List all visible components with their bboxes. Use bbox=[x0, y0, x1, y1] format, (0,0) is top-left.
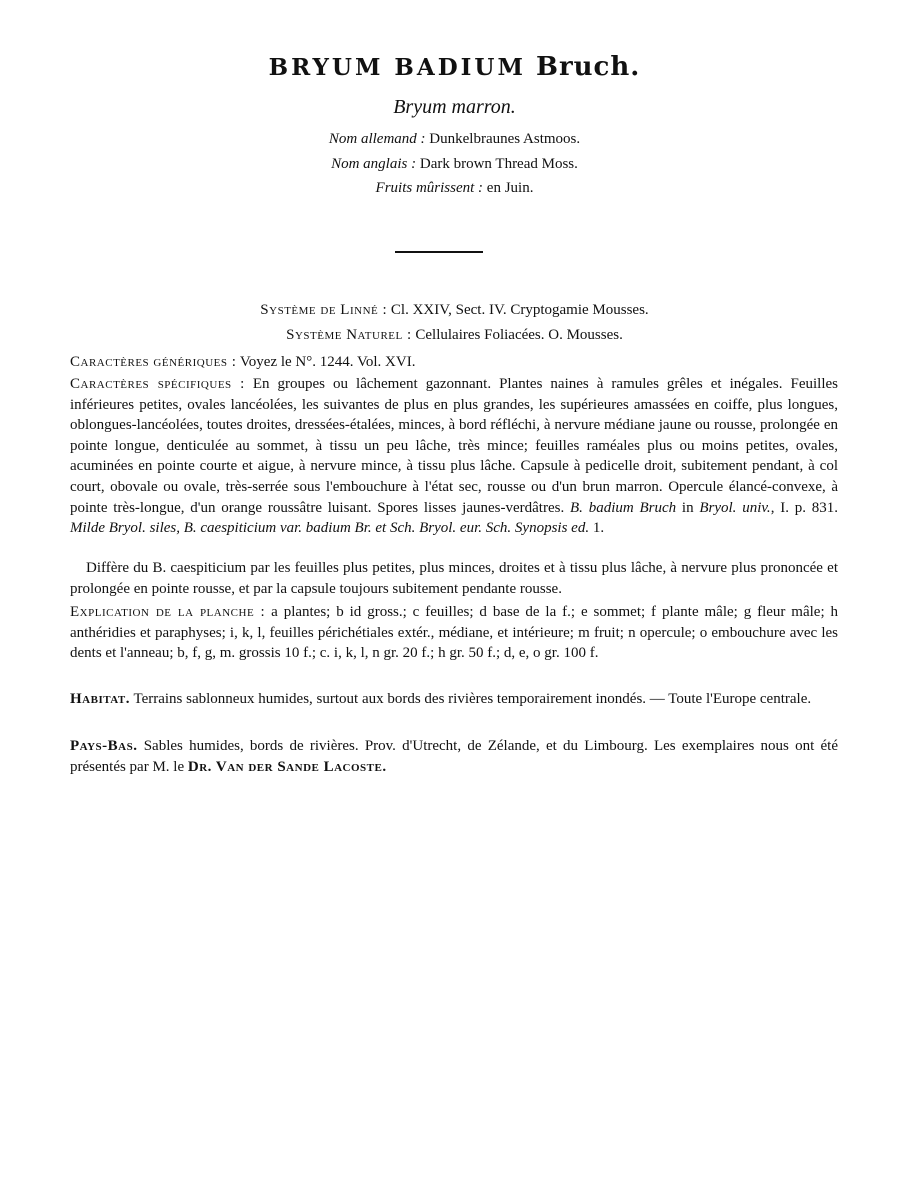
reference-1: B. badium Bruch bbox=[570, 499, 677, 516]
german-name-line bbox=[0, 131, 909, 148]
fruiting-period: en Juin. bbox=[486, 180, 534, 196]
plate-explanation-text: a plantes; b id gross.; c feuilles; d base de la f.; e sommet; f plante mâle; g fleur mâle; h anthéridies et paraphyses; i, k, l, feuilles périchétiales extér., médiane, et intérieure; m fruit; n opercule; o embouchure avec les dents et l'anneau; b, f, g, m. grossis 10 f.; c. i, k, l, n gr. 20 f.; h gr. 50 f.; d, e, o gr. 100 f. bbox=[70, 604, 839, 662]
reference-2-page: , I. p. 831. bbox=[770, 499, 839, 516]
generic-characters bbox=[70, 352, 838, 373]
specific-characters-text: En groupes ou lâchement gazonnant. Plantes naines à ramules grêles et inégales. Feuilles inférieures petites, ovales lancéolées, les suivantes de plus en plus grandes, les supérieures amassées en coiffe, plus longues, oblongues-lancéolées, toutes droites, dressées-étalées, minces, à bord réfléchi, à nervure médiane jaune ou rousse, prolongée en pointe longue, denticulée au sommet, à tissu un peu lâche, très mince; feuilles raméales plus ou moins petites, ovales, acuminées en pointe courte et aigue, à nervure mince, à tissu plus lâche. Capsule à pedicelle droit, subitement pendant, à col court, obovale ou ovale, très-serrée sous l'embouchure à l'état sec, rousse ou d'un brun marron. Opercule élancé-convexe, à pointe très-longue, d'un orange roussâtre luisant. Spores lisses jaunes-verdâtres. bbox=[70, 376, 838, 516]
english-name-line bbox=[0, 156, 909, 173]
specific-characters bbox=[70, 374, 838, 539]
presenter-name: Dr. Van der Sande Lacoste. bbox=[187, 758, 387, 775]
reference-3: Milde Bryol. siles, B. caespiticium var. badium Br. et Sch. Bryol. eur. Sch. Synopsis ed. bbox=[70, 520, 590, 537]
german-name-label: Nom allemand : bbox=[328, 131, 426, 147]
plate-explanation bbox=[70, 602, 838, 664]
specific-characters-label: Caractères spécifiques : bbox=[70, 376, 245, 392]
linnean-system-line bbox=[0, 302, 909, 319]
common-name: Bryum marron. bbox=[393, 96, 516, 118]
divider-rule bbox=[395, 251, 483, 253]
generic-characters-label: Caractères génériques : bbox=[70, 354, 237, 370]
german-name: Dunkelbraunes Astmoos. bbox=[429, 131, 581, 147]
netherlands-text: Sables humides, bords de rivières. Prov. d'Utrecht, de Zélande, et du Limbourg. Les exemplaires nous ont été présentés par M. le bbox=[70, 738, 839, 775]
natural-system-label: Système Naturel : bbox=[286, 327, 412, 343]
habitat-text: Terrains sablonneux humides, surtout aux bords des rivières temporairement inondés. — Toute l'Europe centrale. bbox=[133, 691, 812, 707]
plate-explanation-label: Explication de la planche : bbox=[70, 604, 266, 620]
species-author: Bruch. bbox=[535, 52, 641, 82]
generic-characters-text: Voyez le N°. 1244. Vol. XVI. bbox=[239, 354, 416, 370]
species-name: BRYUM BADIUM bbox=[268, 54, 526, 81]
fruiting-line bbox=[0, 180, 909, 197]
netherlands-label: Pays-Bas. bbox=[70, 738, 138, 754]
reference-1-in: in bbox=[681, 499, 694, 516]
page-title bbox=[0, 52, 909, 82]
linnean-system: Cl. XXIV, Sect. IV. Cryptogamie Mousses. bbox=[390, 302, 649, 318]
reference-2: Bryol. univ. bbox=[699, 499, 771, 516]
difference-paragraph: Diffère du B. caespiticium par les feuilles plus petites, plus minces, droites et à tissu plus lâche, à nervure plus prononcée et prolongée en pointe rousse, et par la capsule toujours subitement pendante rousse. bbox=[70, 560, 838, 597]
netherlands-paragraph bbox=[70, 736, 838, 777]
linnean-system-label: Système de Linné : bbox=[260, 302, 388, 318]
natural-system: Cellulaires Foliacées. O. Mousses. bbox=[415, 327, 623, 343]
reference-3-edition: 1. bbox=[592, 520, 605, 537]
habitat-label: Habitat. bbox=[70, 691, 130, 707]
english-name-label: Nom anglais : bbox=[331, 156, 417, 172]
english-name: Dark brown Thread Moss. bbox=[419, 156, 578, 172]
natural-system-line bbox=[0, 327, 909, 344]
habitat-paragraph bbox=[70, 689, 838, 710]
fruiting-label: Fruits mûrissent : bbox=[375, 180, 484, 196]
